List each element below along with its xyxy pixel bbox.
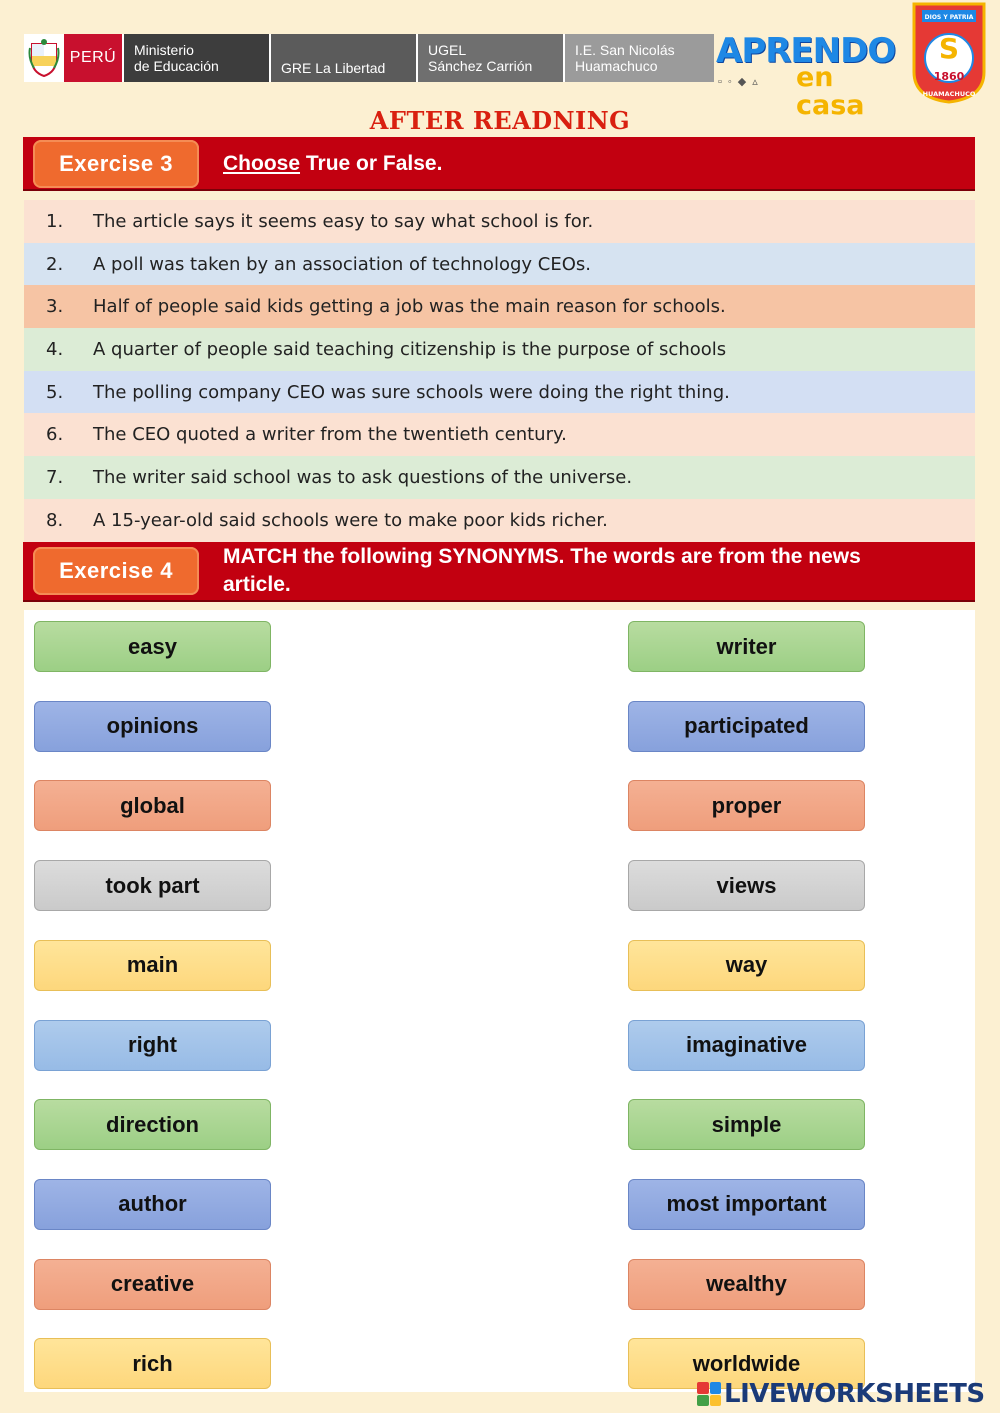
match-word-left[interactable]: creative	[34, 1259, 271, 1310]
aprendo-subtitle: en casa	[796, 62, 865, 121]
aprendo-en-casa-logo	[716, 31, 910, 121]
tf-statement-row[interactable]	[24, 456, 975, 499]
match-word-left[interactable]: opinions	[34, 701, 271, 752]
match-word-right[interactable]: way	[628, 940, 865, 991]
gre-label	[269, 34, 416, 82]
coat-of-arms-icon	[28, 38, 60, 78]
ugel-line2: Sánchez Carrión	[428, 58, 533, 74]
ministry-line1: Ministerio	[134, 42, 194, 58]
match-word-right[interactable]: views	[628, 860, 865, 911]
tf-statement-row[interactable]	[24, 371, 975, 414]
match-word-right[interactable]: imaginative	[628, 1020, 865, 1071]
school-line1: I.E. San Nicolás	[575, 42, 675, 58]
exercise4-tag: Exercise 4	[33, 547, 199, 595]
match-word-right[interactable]: participated	[628, 701, 865, 752]
svg-text:S: S	[938, 32, 960, 65]
tf-statement-row[interactable]	[24, 413, 975, 456]
match-word-right[interactable]: writer	[628, 621, 865, 672]
instruction-line1: MATCH the following SYNONYMS. The words are from the news	[223, 545, 861, 568]
statement-text: A 15-year-old said schools were to make poor kids richer.	[93, 509, 608, 531]
statement-text: A quarter of people said teaching citizenship is the purpose of schools	[93, 338, 727, 360]
statement-text: Half of people said kids getting a job was the main reason for schools.	[93, 296, 726, 318]
statement-text: The polling company CEO was sure schools were doing the right thing.	[93, 381, 730, 403]
page-title: AFTER READNING	[369, 106, 631, 135]
statement-text: The CEO quoted a writer from the twentieth century.	[93, 424, 567, 446]
crest-year: 1860	[933, 70, 965, 83]
true-false-list	[24, 200, 975, 542]
crest-motto: DIOS Y PATRIA	[924, 14, 974, 21]
statement-number: 3.	[46, 296, 64, 318]
match-word-left[interactable]: right	[34, 1020, 271, 1071]
match-word-right[interactable]: wealthy	[628, 1259, 865, 1310]
match-word-left[interactable]: main	[34, 940, 271, 991]
school-line2: Huamachuco	[575, 58, 658, 74]
exercise3-tag: Exercise 3	[33, 140, 199, 188]
ugel-label	[416, 34, 563, 82]
instruction-line2: article.	[223, 573, 291, 596]
liveworksheets-brand: LIVEWORKSHEETS	[724, 1379, 985, 1409]
match-word-left[interactable]: rich	[34, 1338, 271, 1389]
tf-statement-row[interactable]	[24, 243, 975, 286]
statement-text: The writer said school was to ask questions of the universe.	[93, 466, 633, 488]
liveworksheets-icon	[697, 1382, 721, 1406]
statement-number: 4.	[46, 338, 64, 360]
ugel-line1: UGEL	[428, 42, 467, 58]
match-word-right[interactable]: most important	[628, 1179, 865, 1230]
exercise3-banner	[23, 137, 975, 191]
peru-coat-of-arms	[24, 34, 64, 82]
exercise3-instruction	[223, 150, 442, 178]
match-word-left[interactable]: direction	[34, 1099, 271, 1150]
peru-label: PERÚ	[64, 34, 122, 82]
match-word-left[interactable]: author	[34, 1179, 271, 1230]
match-word-left[interactable]: global	[34, 780, 271, 831]
tf-statement-row[interactable]	[24, 285, 975, 328]
shapes-icon: ▫◦◆▵	[718, 76, 764, 88]
liveworksheets-logo	[697, 1376, 985, 1412]
statement-number: 6.	[46, 424, 64, 446]
ministry-line2: de Educación	[134, 58, 219, 74]
school-label	[563, 34, 714, 82]
instruction-rest: True or False.	[300, 152, 443, 175]
match-word-right[interactable]: simple	[628, 1099, 865, 1150]
statement-number: 8.	[46, 509, 64, 531]
tf-statement-row[interactable]	[24, 328, 975, 371]
match-word-right[interactable]: proper	[628, 780, 865, 831]
statement-number: 7.	[46, 466, 64, 488]
crest-city: HUAMACHUCO	[922, 90, 976, 98]
statement-text: A poll was taken by an association of technology CEOs.	[93, 253, 591, 275]
tf-statement-row[interactable]	[24, 200, 975, 243]
tf-statement-row[interactable]	[24, 499, 975, 542]
synonym-matching-area	[24, 610, 975, 1392]
match-word-right[interactable]: worldwide	[628, 1338, 865, 1389]
exercise4-instruction	[223, 543, 861, 599]
match-word-left[interactable]: easy	[34, 621, 271, 672]
match-word-left[interactable]: took part	[34, 860, 271, 911]
statement-number: 5.	[46, 381, 64, 403]
exercise4-banner	[23, 542, 975, 602]
school-crest-icon	[912, 2, 986, 104]
government-header-bar	[24, 34, 714, 82]
choose-word: Choose	[223, 152, 301, 175]
aprendo-title: APRENDO	[716, 31, 896, 71]
statement-text: The article says it seems easy to say what school is for.	[93, 210, 594, 232]
statement-number: 2.	[46, 253, 64, 275]
ministry-label	[122, 34, 269, 82]
gre-text: GRE La Libertad	[281, 60, 386, 76]
statement-number: 1.	[46, 210, 64, 232]
